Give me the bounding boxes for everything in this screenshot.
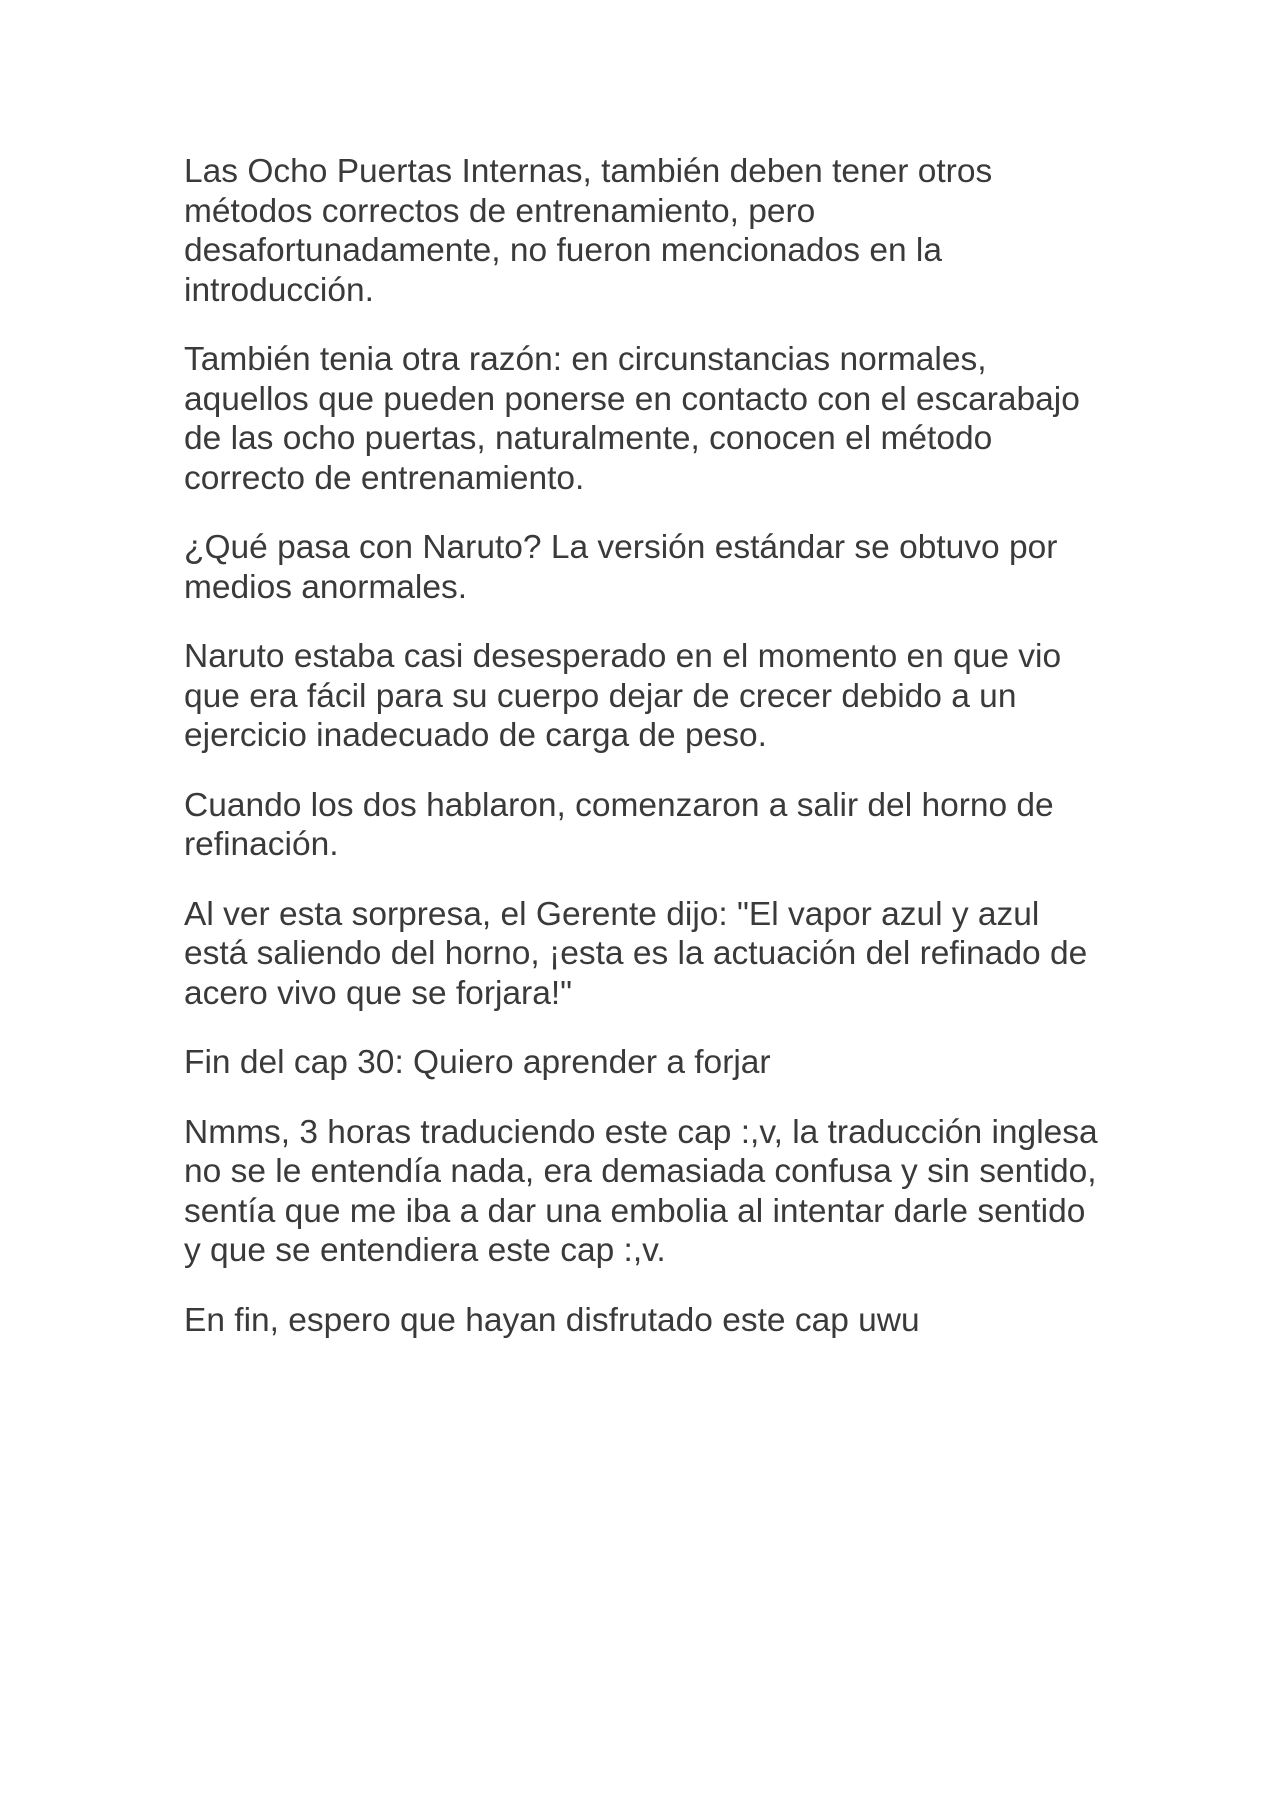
paragraph-3: ¿Qué pasa con Naruto? La versión estándar se obtuvo por medios anormales. bbox=[184, 529, 1058, 606]
closing-note: En fin, espero que hayan disfrutado este cap uwu bbox=[184, 1301, 920, 1339]
paragraph-6: Al ver esta sorpresa, el Gerente dijo: "El vapor azul y azul está saliendo del horno, ¡esta es la actuación del refinado de acero vivo que se forjara!" bbox=[184, 895, 1088, 1012]
paragraph-5: Cuando los dos hablaron, comenzaron a salir del horno de refinación. bbox=[184, 786, 1054, 863]
paragraph-2: También tenia otra razón: en circunstancias normales, aquellos que pueden ponerse en contacto con el escarabajo de las ocho puertas, naturalmente, conocen el método correcto de entrenamiento. bbox=[184, 341, 1080, 497]
paragraph-4: Naruto estaba casi desesperado en el momento en que vio que era fácil para su cuerpo dejar de crecer debido a un ejercicio inadecuado de carga de peso. bbox=[184, 638, 1062, 754]
chapter-end-line: Fin del cap 30: Quiero aprender a forjar bbox=[184, 1044, 771, 1081]
translator-note: Nmms, 3 horas traduciendo este cap :,v, la traducción inglesa no se le entendía nada, era demasiada confusa y sin sentido, sentía que me iba a dar una embolia al intentar darle sentido y que se entendiera este cap :,v. bbox=[184, 1113, 1098, 1269]
paragraph-1: Las Ocho Puertas Internas, también deben tener otros métodos correctos de entrenamiento, pero desafortunadamente, no fueron mencionados en la introducción. bbox=[184, 153, 993, 309]
document-body bbox=[184, 152, 1104, 1370]
